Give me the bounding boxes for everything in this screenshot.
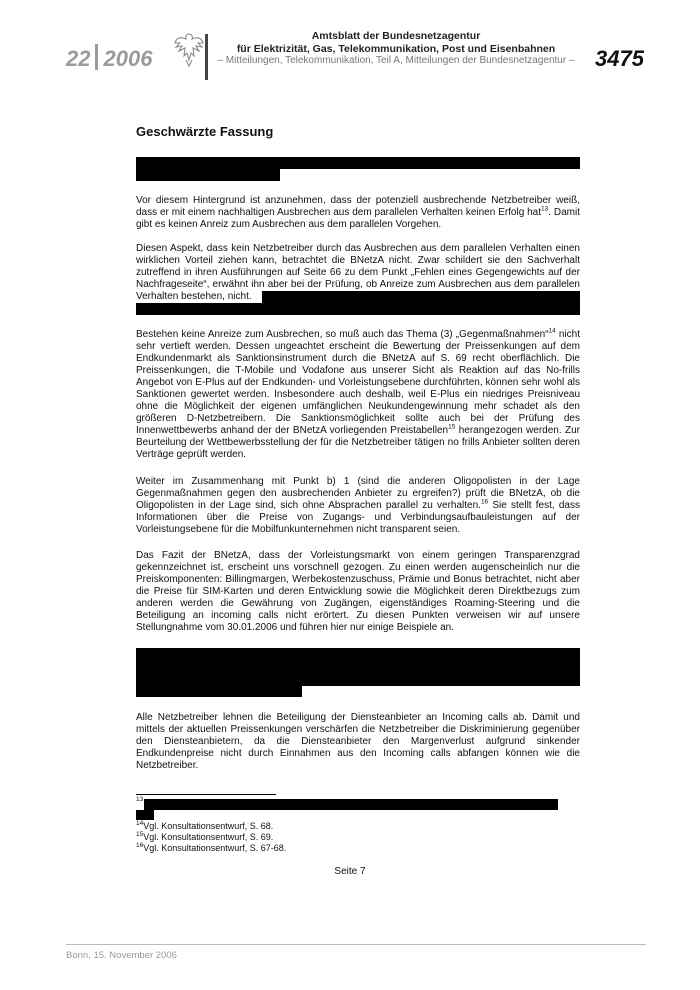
paragraph-6: Alle Netzbetreiber lehnen die Beteiligung der Diensteanbieter an Incoming calls ab. Damit und mittels der aktuellen Preissenkungen verschärfen die Netzbetreiber die Diskriminierung gegenüber den Diensteanbietern, da die Diensteanbieter den Margenverlust aufgrund sinkender Endkundenpreise nicht durch Einnahmen aus den Incoming calls abfangen können wie die Netzbetreiber. (136, 712, 580, 771)
paragraph-2: Diesen Aspekt, dass kein Netzbetreiber durch das Ausbrechen aus dem parallelen Verhalten einen wirklichen Vorteil ziehen kann, betrachtet die BNetzA nicht. Zwar schildert sie den Sachverhalt zutreffend in ihren Ausführungen auf Seite 66 zu dem Punkt „Fehlen eines Gegengewichts auf der Nachfrageseite“, erwähnt ihn aber bei der Prüfung, ob Anreize zum Ausbrechen aus dem parallelen Verhalten bestehen, nicht. (136, 243, 580, 302)
redaction-block (136, 686, 302, 697)
issue-number: 22 2006 (66, 46, 153, 71)
federal-eagle-icon (172, 30, 206, 68)
footer-divider (66, 944, 646, 945)
redaction-block (136, 648, 580, 686)
footnote-13: 13 (136, 796, 144, 803)
redaction-block (136, 157, 580, 169)
redaction-block (136, 303, 580, 315)
paragraph-1: Vor diesem Hintergrund ist anzunehmen, dass der potenziell ausbrechende Netzbetreiber weiß, dass er mit einem nachhaltigen Ausbrechen aus dem parallelen Verhalten keinen Erfolg hat$^{13}$. Damit gibt es keinen Anreiz zum Ausbrechen aus dem parallelen Vorgehen. (136, 195, 581, 230)
footnote-ref: 16 (480, 498, 489, 506)
page-number: 3475 (595, 46, 644, 71)
redaction-block (144, 799, 558, 810)
footnote-14: $^{14}$Vgl. Konsultationsentwurf, S. 68. (136, 820, 274, 831)
publication-subtitle: – Mitteilungen, Telekommunikation, Teil A, Mitteilungen der Bundesnetzagentur – (217, 55, 575, 66)
footnote-ref: 13 (541, 205, 549, 213)
issue-divider (95, 44, 98, 70)
header-divider (205, 34, 208, 80)
footnote-16: $^{16}$Vgl. Konsultationsentwurf, S. 67-68. (136, 842, 287, 853)
section-heading: Geschwärzte Fassung (136, 124, 274, 139)
paragraph-5: Das Fazit der BNetzA, dass der Vorleistungsmarkt von einem geringen Transparenzgrad gekennzeichnet ist, erscheint uns vorschnell gezogen. Zu einen werden augenscheinlich nur die Preiskomponenten: Billingmargen, Werbekostenzuschuss, Prämie und Bonus betrachtet, nicht aber die Preise für SIM-Karten und deren Entwicklung sowie die Möglichkeit deren Direktbezugs zum anderen werden die Gewährung von Zugängen, eigenständiges Roaming-Steering und die Beteiligung an incoming calls nicht erörtert. Zu diesen Punkten verweisen wir auf unsere Stellungnahme vom 30.01.2006 und führen hier nur einige Beispiele an. (136, 550, 580, 633)
footer-date: Bonn, 15. November 2006 (66, 950, 177, 961)
redaction-block (262, 291, 580, 303)
footnote-15: $^{15}$Vgl. Konsultationsentwurf, S. 69. (136, 831, 274, 842)
redaction-block (136, 810, 154, 820)
footnote-ref: 15 (448, 423, 456, 431)
paragraph-3: Bestehen keine Anreize zum Ausbrechen, so muß auch das Thema (3) „Gegenmaßnahmen“$^{14}$ nicht sehr vertieft werden. Dessen ungeachtet erscheint die Bewertung der Preissenkungen auf dem Endkundenmarkt als Sanktionsinstrument durch die BNetzA auf S. 69 recht oberflächlich. Die Preissenkungen, die T-Mobile und Vodafone aus unserer Sicht als Reaktion auf das No-frills Angebot von E-Plus auf der Endkunden- und Vorleistungsebene durchführten, können sehr wohl als Sanktionen gewertet werden. Insbesondere auch deshalb, weil E-Plus ein niedriges Preisniveau ohne die Möglichkeit der eigenen umfänglichen Neukundengewinnung mehr schadet als den größeren D-Netzbetreibern. Die Sanktionsmöglichkeit sollte auch bei der Prüfung des Innenwettbewerbs anhand der der BNetzA vorliegenden Preistabellen$^{15}$ herangezogen werden. Zur Beurteilung der Wettbewerbsstellung der für die Netzbetreiber tätigen no frills Anbieter sollten deren Verträge geprüft werden. (136, 327, 580, 460)
paragraph-4: Weiter im Zusammenhang mit Punkt b) 1 (sind die anderen Oligopolisten in der Lage Gegenmaßnahmen gegen den ausbrechenden Anbieter zu ergreifen?) prüft die BNetzA, ob die Oligopolisten in der Lage sind, sich ohne Absprachen parallel zu verhalten.$^{16}$ Sie stellt fest, dass Informationen über die Preise von Zugangs- und Verbindungsaufbauleistungen auf der Vorleistungsebene für die Mobilfunkunternehmen nicht transparent seien. (136, 476, 580, 535)
footnote-ref: 14 (548, 327, 556, 335)
page-label: Seite 7 (334, 866, 366, 877)
publication-title: Amtsblatt der Bundesnetzagentur für Elektrizität, Gas, Telekommunikation, Post und Eisenbahnen (236, 30, 556, 55)
redaction-block (136, 169, 280, 181)
footnote-separator (136, 794, 276, 795)
